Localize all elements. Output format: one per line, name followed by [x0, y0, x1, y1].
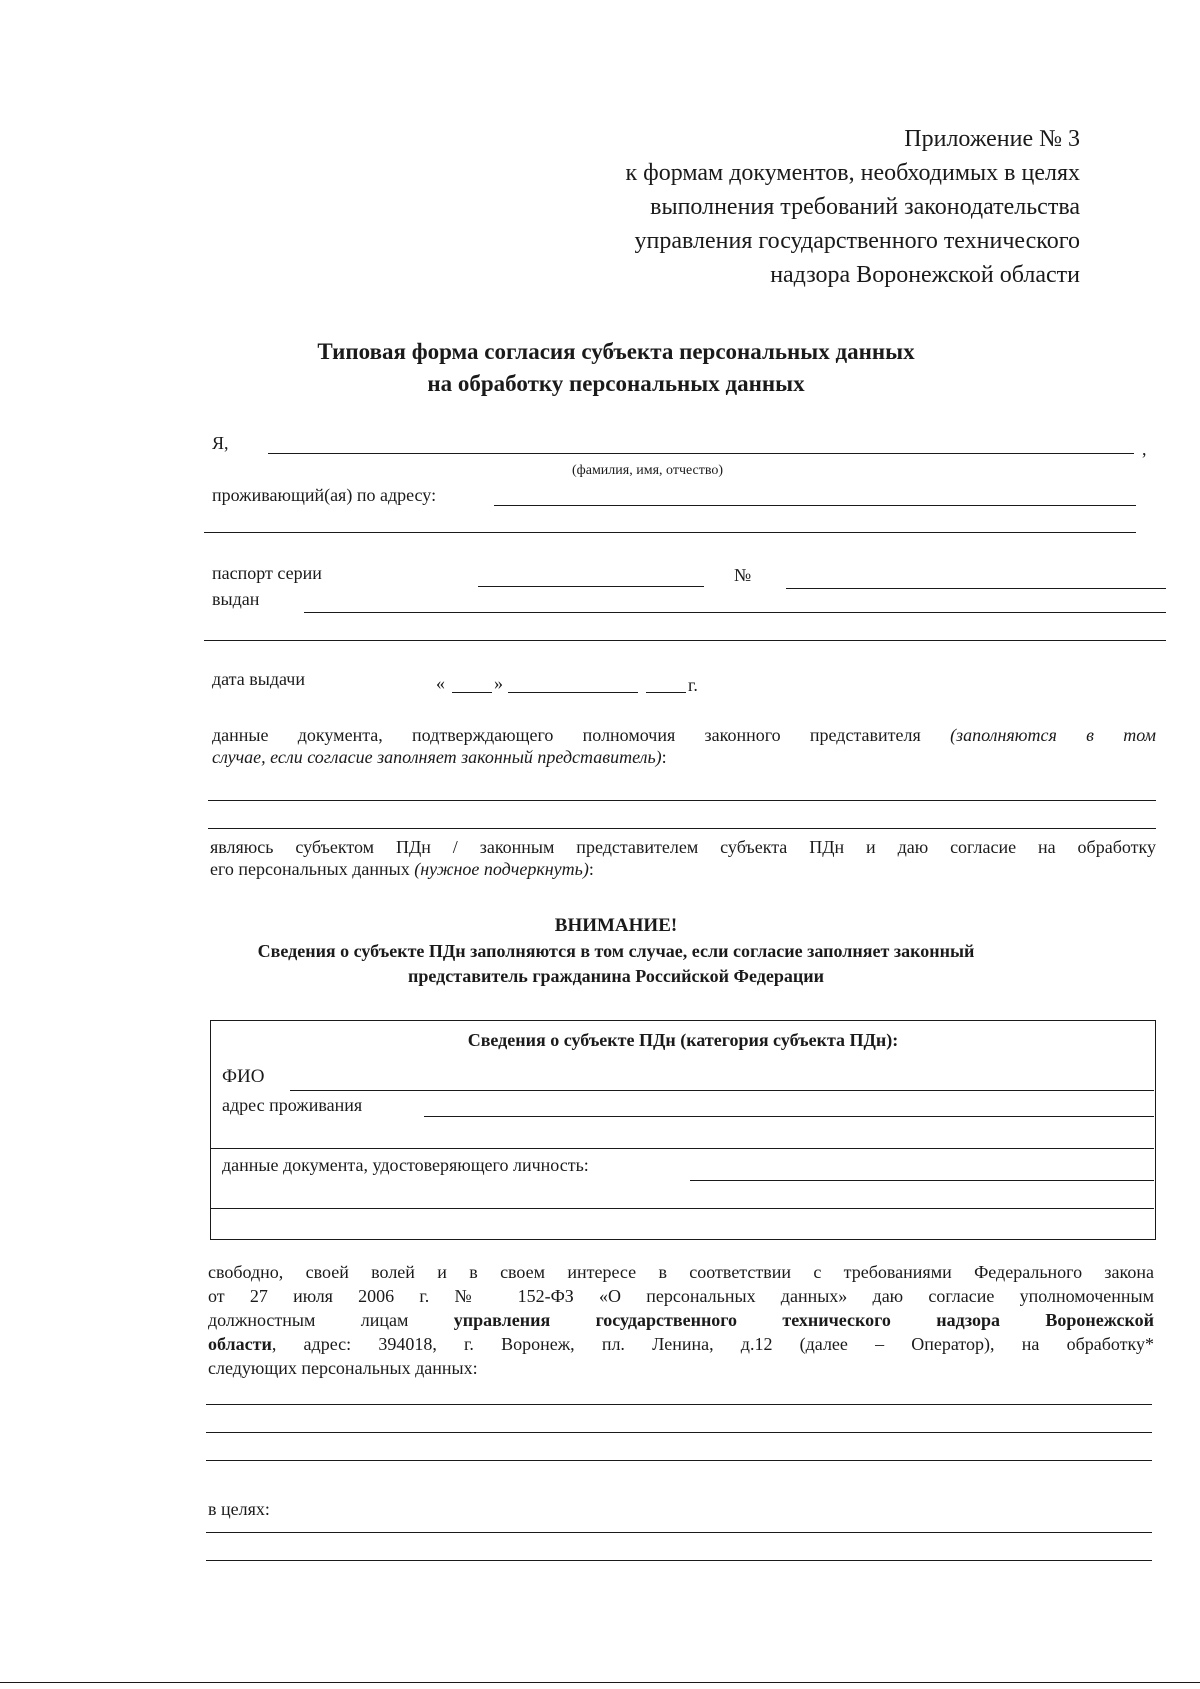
form-title-line-2: на обработку персональных данных [427, 371, 805, 396]
issued-by-line-2[interactable] [204, 640, 1166, 641]
passport-series-label: паспорт серии [212, 563, 322, 583]
date-close-quote: » [494, 673, 503, 693]
year-suffix: г. [688, 675, 698, 695]
subject-id-doc-line-2[interactable] [210, 1208, 1154, 1209]
personal-data-line-1[interactable] [206, 1404, 1152, 1405]
representative-line-2: случае, если согласие заполняет законный представитель): [212, 747, 667, 767]
subject-address-label: адрес проживания [222, 1095, 363, 1115]
representative-line-1: данные документа, подтверждающего полномочия законного представителя (заполняются в том [212, 725, 1156, 745]
consent-line-1: свободно, своей волей и в своем интересе в соответствии с требованиями Федерального закона [208, 1262, 1154, 1282]
representative-text [212, 724, 1156, 768]
subject-choice-line-1: являюсь субъектом ПДн / законным представителем субъекта ПДн и даю согласие на обработку [210, 837, 1156, 857]
fio-line[interactable] [268, 453, 1134, 454]
purposes-line-2[interactable] [206, 1560, 1152, 1561]
personal-data-line-2[interactable] [206, 1432, 1152, 1433]
representative-doc-line-2[interactable] [208, 828, 1156, 829]
date-open-quote: « [436, 673, 445, 693]
header-line-2: к формам документов, необходимых в целях [625, 160, 1080, 186]
subject-address-line-1[interactable] [424, 1116, 1154, 1117]
passport-number-line[interactable] [786, 588, 1166, 589]
subject-address-line-2[interactable] [210, 1148, 1154, 1149]
appendix-number: Приложение № 3 [904, 126, 1080, 152]
consent-line-2: от 27 июля 2006 г. № 152-ФЗ «О персональных данных» даю согласие уполномоченным [208, 1286, 1154, 1306]
subject-fio-label: ФИО [222, 1066, 265, 1087]
header-line-4: управления государственного технического [634, 228, 1080, 254]
attention-line-2: представитель гражданина Российской Федерации [408, 966, 824, 986]
subject-fio-line[interactable] [290, 1090, 1154, 1091]
subject-choice-line-2: его персональных данных (нужное подчеркнуть): [210, 859, 594, 879]
address-label: проживающий(ая) по адресу: [212, 485, 437, 505]
subject-id-doc-line-1[interactable] [690, 1180, 1154, 1181]
issue-month-line[interactable] [508, 692, 638, 693]
representative-doc-line-1[interactable] [208, 800, 1156, 801]
consent-line-5: следующих персональных данных: [208, 1358, 478, 1378]
header-line-3: выполнения требований законодательства [650, 194, 1080, 220]
consent-text [208, 1260, 1154, 1380]
address-line-2[interactable] [204, 532, 1136, 533]
attention-line-1: Сведения о субъекте ПДн заполняются в том случае, если согласие заполняет законный [257, 941, 975, 961]
issue-year-line[interactable] [646, 692, 686, 693]
page-bottom-rule [0, 1682, 1200, 1683]
consent-line-4: области, адрес: 394018, г. Воронеж, пл. Ленина, д.12 (далее – Оператор), на обработку* [208, 1334, 1154, 1354]
personal-data-line-3[interactable] [206, 1460, 1152, 1461]
passport-series-line[interactable] [478, 586, 704, 587]
passport-number-label: № [734, 565, 752, 585]
fio-comma: , [1142, 439, 1147, 459]
attention-heading: ВНИМАНИЕ! [554, 915, 678, 936]
purposes-line-1[interactable] [206, 1532, 1152, 1533]
subject-box-heading: Сведения о субъекте ПДн (категория субъекта ПДн): [467, 1030, 899, 1050]
subject-info-box [210, 1020, 1156, 1240]
header-line-5: надзора Воронежской области [770, 262, 1080, 288]
issue-day-line[interactable] [452, 692, 492, 693]
issued-by-line-1[interactable] [304, 612, 1166, 613]
address-line-1[interactable] [494, 505, 1136, 506]
ya-label: Я, [212, 433, 229, 453]
subject-id-doc-label: данные документа, удостоверяющего личность: [222, 1155, 589, 1175]
subject-choice-text [210, 836, 1156, 880]
purposes-label: в целях: [208, 1499, 270, 1519]
form-title-line-1: Типовая форма согласия субъекта персональных данных [317, 339, 915, 364]
fio-hint: (фамилия, имя, отчество) [572, 463, 724, 478]
issued-label: выдан [212, 589, 260, 609]
issue-date-label: дата выдачи [212, 669, 305, 689]
consent-line-3: должностным лицам управления государственного технического надзора Воронежской [208, 1310, 1154, 1330]
